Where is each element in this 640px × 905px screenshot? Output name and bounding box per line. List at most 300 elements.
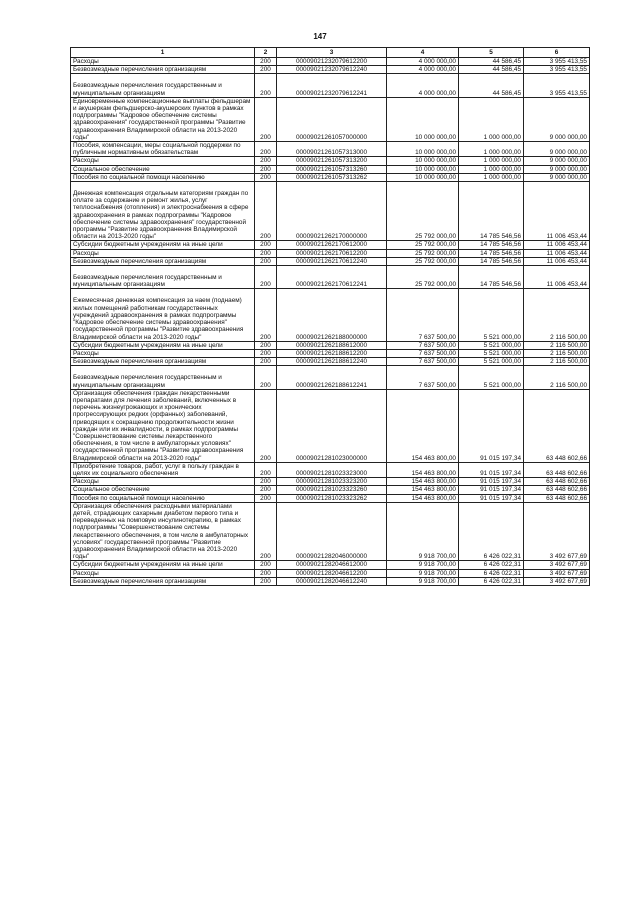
row-code-text: 200 — [260, 486, 271, 494]
table-row — [71, 358, 590, 366]
row-remainder-cell — [524, 157, 590, 165]
row-remainder-cell — [524, 502, 590, 561]
row-remainder-text: 63 448 602,66 — [546, 486, 587, 494]
row-classifier-cell — [277, 58, 387, 66]
row-executed-text: 6 426 022,31 — [483, 561, 521, 569]
row-code-cell — [255, 74, 277, 97]
row-executed-text: 14 785 546,56 — [480, 241, 521, 249]
row-remainder-text: 63 448 602,66 — [546, 478, 587, 486]
row-code-text: 200 — [260, 165, 271, 173]
row-executed-cell — [459, 182, 524, 241]
row-executed-cell — [459, 257, 524, 265]
row-classifier-cell — [277, 74, 387, 97]
table-row — [71, 289, 590, 341]
row-name-cell — [71, 241, 255, 249]
row-approved-cell — [387, 366, 459, 389]
row-name-cell — [71, 157, 255, 165]
row-executed-text: 44 586,45 — [492, 58, 521, 65]
row-approved-text: 9 918 700,00 — [418, 577, 456, 585]
row-executed-cell — [459, 389, 524, 462]
table-row — [71, 389, 590, 462]
row-remainder-text: 11 006 453,44 — [546, 249, 587, 257]
row-code-cell — [255, 349, 277, 357]
row-spacer — [73, 366, 252, 374]
row-executed-text: 1 000 000,00 — [483, 149, 521, 157]
row-code-text: 200 — [260, 561, 271, 569]
row-remainder-text: 9 000 000,00 — [549, 133, 587, 141]
row-approved-cell — [387, 494, 459, 502]
row-executed-text: 6 426 022,31 — [483, 569, 521, 577]
row-classifier-cell — [277, 349, 387, 357]
row-executed-text: 6 426 022,31 — [483, 577, 521, 585]
row-classifier-text: 00009021232079612241 — [295, 89, 368, 97]
row-remainder-text: 63 448 602,66 — [546, 469, 587, 477]
row-executed-text: 1 000 000,00 — [483, 173, 521, 181]
row-approved-text: 9 918 700,00 — [418, 561, 456, 569]
table-row — [71, 494, 590, 502]
column-header: 5 — [459, 48, 524, 58]
row-classifier-cell — [277, 478, 387, 486]
row-executed-text: 14 785 546,56 — [480, 257, 521, 265]
column-header: 4 — [387, 48, 459, 58]
row-remainder-cell — [524, 165, 590, 173]
row-code-cell — [255, 478, 277, 486]
row-name-text: Пособия, компенсации, меры социальной поддержки по публичным нормативным обязательствам — [73, 142, 241, 157]
row-executed-text: 1 000 000,00 — [483, 133, 521, 141]
row-name-text: Приобретение товаров, работ, услуг в пользу граждан в целях их социального обеспечения — [73, 462, 239, 477]
row-approved-text: 154 463 800,00 — [411, 478, 456, 486]
row-code-text: 200 — [260, 577, 271, 585]
row-code-text: 200 — [260, 281, 271, 289]
row-remainder-text: 63 448 602,66 — [546, 454, 587, 462]
row-remainder-cell — [524, 182, 590, 241]
row-classifier-text: 00009021261057313260 — [295, 165, 368, 173]
row-approved-text: 7 637 500,00 — [418, 381, 456, 389]
column-header: 2 — [255, 48, 277, 58]
row-classifier-cell — [277, 577, 387, 585]
row-approved-text: 10 000 000,00 — [415, 149, 456, 157]
row-name-text: Субсидии бюджетным учреждениям на иные цели — [73, 561, 223, 569]
table-row — [71, 341, 590, 349]
row-classifier-text: 00009021281023323000 — [295, 469, 368, 477]
row-name-cell — [71, 266, 255, 289]
row-executed-cell — [459, 165, 524, 173]
row-code-cell — [255, 366, 277, 389]
row-classifier-text: 00009021281023323260 — [295, 486, 368, 494]
row-code-text: 200 — [260, 553, 271, 561]
row-name-text: Расходы — [73, 249, 99, 257]
row-name-cell — [71, 257, 255, 265]
row-classifier-text: 00009021261057000000 — [295, 133, 368, 141]
row-approved-text: 154 463 800,00 — [411, 494, 456, 502]
table-row — [71, 74, 590, 97]
row-approved-text: 4 000 000,00 — [418, 89, 456, 97]
row-code-cell — [255, 249, 277, 257]
row-classifier-text: 00009021262188612000 — [295, 341, 368, 349]
row-name-cell — [71, 366, 255, 389]
row-approved-text: 154 463 800,00 — [411, 469, 456, 477]
row-remainder-cell — [524, 486, 590, 494]
row-code-text: 200 — [260, 358, 271, 366]
row-executed-cell — [459, 157, 524, 165]
row-remainder-cell — [524, 173, 590, 181]
row-remainder-cell — [524, 266, 590, 289]
row-name-text: Безвозмездные перечисления государственным и муниципальным организациям — [73, 274, 222, 289]
row-remainder-text: 3 955 413,55 — [549, 66, 587, 74]
row-classifier-cell — [277, 257, 387, 265]
row-approved-text: 154 463 800,00 — [411, 454, 456, 462]
table-row — [71, 478, 590, 486]
row-executed-cell — [459, 289, 524, 341]
row-remainder-text: 9 000 000,00 — [549, 149, 587, 157]
table-row — [71, 157, 590, 165]
row-approved-cell — [387, 142, 459, 157]
row-executed-text: 5 521 000,00 — [483, 381, 521, 389]
row-classifier-cell — [277, 561, 387, 569]
row-executed-text: 14 785 546,56 — [480, 249, 521, 257]
row-classifier-text: 00009021262188000000 — [295, 333, 368, 341]
row-executed-text: 5 521 000,00 — [483, 333, 521, 341]
row-executed-cell — [459, 502, 524, 561]
row-remainder-text: 9 000 000,00 — [549, 173, 587, 181]
row-remainder-text: 9 000 000,00 — [549, 157, 587, 165]
row-remainder-text: 11 006 453,44 — [546, 241, 587, 249]
table-row — [71, 241, 590, 249]
row-executed-cell — [459, 462, 524, 477]
table-row — [71, 173, 590, 181]
row-name-cell — [71, 502, 255, 561]
table-header-row — [71, 48, 590, 58]
row-code-text: 200 — [260, 66, 271, 74]
table-row — [71, 97, 590, 141]
row-name-text: Организация обеспечения граждан лекарственными препаратами для лечения заболеваний, включенных в перечень жизнеугрожающих и хронических прогрессирующих редких (орфанных) заболеваний, приводящих к сокращению продолжительности жизни граждан или их инвалидности, в рамках подпрограммы "Совершенствование системы лекарственного обеспечения, в том числе в амбулаторных условиях" государственной программы "Развитие здравоохранения Владимирской области на 2013-2020 годы" — [73, 389, 244, 462]
row-approved-cell — [387, 241, 459, 249]
row-approved-text: 25 792 000,00 — [415, 249, 456, 257]
table-row — [71, 486, 590, 494]
row-approved-text: 25 792 000,00 — [415, 233, 456, 241]
row-approved-text: 4 000 000,00 — [418, 58, 456, 65]
row-classifier-text: 00009021262170612241 — [295, 281, 368, 289]
row-approved-text: 154 463 800,00 — [411, 486, 456, 494]
row-name-cell — [71, 486, 255, 494]
row-code-cell — [255, 97, 277, 141]
row-code-text: 200 — [260, 478, 271, 486]
row-classifier-cell — [277, 569, 387, 577]
row-name-text: Безвозмездные перечисления государственным и муниципальным организациям — [73, 82, 222, 97]
row-executed-text: 91 015 197,34 — [480, 486, 521, 494]
row-remainder-cell — [524, 478, 590, 486]
row-code-cell — [255, 389, 277, 462]
row-executed-text: 5 521 000,00 — [483, 341, 521, 349]
row-approved-text: 10 000 000,00 — [415, 157, 456, 165]
row-name-cell — [71, 173, 255, 181]
row-code-cell — [255, 182, 277, 241]
row-approved-cell — [387, 173, 459, 181]
row-executed-cell — [459, 249, 524, 257]
row-name-text: Расходы — [73, 349, 99, 357]
row-name-text: Расходы — [73, 58, 99, 65]
row-code-cell — [255, 266, 277, 289]
row-classifier-cell — [277, 249, 387, 257]
row-name-cell — [71, 349, 255, 357]
table-row — [71, 257, 590, 265]
row-remainder-cell — [524, 366, 590, 389]
row-code-text: 200 — [260, 341, 271, 349]
row-code-text: 200 — [260, 149, 271, 157]
row-executed-text: 14 785 546,56 — [480, 233, 521, 241]
row-approved-cell — [387, 462, 459, 477]
row-name-cell — [71, 289, 255, 341]
row-remainder-text: 3 492 677,69 — [549, 569, 587, 577]
row-classifier-cell — [277, 341, 387, 349]
row-approved-text: 25 792 000,00 — [415, 241, 456, 249]
column-header: 3 — [277, 48, 387, 58]
row-code-text: 200 — [260, 157, 271, 165]
row-executed-text: 6 426 022,31 — [483, 553, 521, 561]
row-code-text: 200 — [260, 333, 271, 341]
row-name-cell — [71, 494, 255, 502]
row-remainder-text: 11 006 453,44 — [546, 233, 587, 241]
row-remainder-text: 2 116 500,00 — [550, 349, 587, 357]
row-name-cell — [71, 249, 255, 257]
row-executed-text: 44 586,45 — [492, 66, 521, 74]
row-code-cell — [255, 241, 277, 249]
row-code-cell — [255, 569, 277, 577]
row-executed-text: 1 000 000,00 — [483, 165, 521, 173]
row-approved-cell — [387, 289, 459, 341]
row-remainder-cell — [524, 241, 590, 249]
row-classifier-text: 00009021281023000000 — [295, 454, 368, 462]
row-remainder-cell — [524, 569, 590, 577]
row-code-text: 200 — [260, 173, 271, 181]
row-code-text: 200 — [260, 469, 271, 477]
row-name-cell — [71, 66, 255, 74]
row-name-text: Социальное обеспечение — [73, 165, 150, 173]
row-classifier-cell — [277, 266, 387, 289]
table-row — [71, 249, 590, 257]
row-remainder-cell — [524, 494, 590, 502]
table-row — [71, 366, 590, 389]
row-classifier-text: 00009021262170000000 — [295, 233, 368, 241]
row-name-text: Пособия по социальной помощи населению — [73, 494, 205, 502]
row-name-cell — [71, 569, 255, 577]
row-code-text: 200 — [260, 257, 271, 265]
row-approved-cell — [387, 341, 459, 349]
row-name-cell — [71, 74, 255, 97]
row-executed-text: 1 000 000,00 — [483, 157, 521, 165]
row-code-cell — [255, 577, 277, 585]
row-remainder-text: 2 116 500,00 — [550, 333, 587, 341]
row-name-text: Организация обеспечения расходными материалами детей, страдающих сахарным диабетом первого типа и переведенных на помповую инсулинотерапию, в рамках подпрограммы "Совершенствование системы лекарственного обеспечения, в том числе в амбулаторных условиях" государственной программы "Развитие здравоохранения Владимирской области на 2013-2020 годы" — [73, 502, 249, 561]
row-approved-text: 4 000 000,00 — [418, 66, 456, 74]
row-approved-cell — [387, 561, 459, 569]
row-code-cell — [255, 486, 277, 494]
row-spacer — [73, 182, 252, 190]
row-approved-text: 10 000 000,00 — [415, 165, 456, 173]
row-executed-cell — [459, 561, 524, 569]
row-executed-text: 44 586,45 — [492, 89, 521, 97]
row-name-text: Субсидии бюджетным учреждениям на иные цели — [73, 341, 223, 349]
row-name-text: Расходы — [73, 157, 99, 165]
row-approved-cell — [387, 58, 459, 66]
row-name-cell — [71, 478, 255, 486]
row-executed-cell — [459, 358, 524, 366]
row-name-cell — [71, 561, 255, 569]
row-approved-cell — [387, 478, 459, 486]
row-remainder-text: 11 006 453,44 — [546, 257, 587, 265]
row-classifier-text: 00009021262170612000 — [295, 241, 368, 249]
row-classifier-cell — [277, 462, 387, 477]
table-row — [71, 502, 590, 561]
row-name-text: Безвозмездные перечисления организациям — [73, 358, 207, 366]
row-name-text: Единовременные компенсационные выплаты фельдшерам и акушеркам фельдшерско-акушерских пунктов в рамках подпрограммы "Кадровое обеспечение системы здравоохранения" государственной программы "Развитие здравоохранения Владимирской области на 2013-2020 годы" — [73, 97, 251, 141]
row-approved-cell — [387, 358, 459, 366]
row-name-cell — [71, 97, 255, 141]
row-classifier-text: 00009021262170612200 — [295, 249, 368, 257]
row-classifier-cell — [277, 142, 387, 157]
row-remainder-cell — [524, 561, 590, 569]
row-classifier-cell — [277, 494, 387, 502]
row-approved-text: 25 792 000,00 — [415, 257, 456, 265]
row-code-cell — [255, 165, 277, 173]
row-classifier-text: 00009021261057313200 — [295, 157, 368, 165]
row-code-cell — [255, 341, 277, 349]
row-approved-text: 10 000 000,00 — [415, 133, 456, 141]
row-remainder-cell — [524, 349, 590, 357]
row-remainder-cell — [524, 74, 590, 97]
row-executed-text: 91 015 197,34 — [480, 478, 521, 486]
row-classifier-text: 00009021282046000000 — [295, 553, 368, 561]
row-code-text: 200 — [260, 133, 271, 141]
row-executed-cell — [459, 366, 524, 389]
row-code-cell — [255, 157, 277, 165]
row-classifier-text: 00009021232079612240 — [295, 66, 368, 74]
row-code-cell — [255, 257, 277, 265]
row-remainder-cell — [524, 341, 590, 349]
row-approved-cell — [387, 266, 459, 289]
row-approved-cell — [387, 257, 459, 265]
row-executed-cell — [459, 74, 524, 97]
row-approved-cell — [387, 389, 459, 462]
row-classifier-cell — [277, 165, 387, 173]
row-code-text: 200 — [260, 349, 271, 357]
row-executed-cell — [459, 266, 524, 289]
row-classifier-text: 00009021261057313262 — [295, 173, 368, 181]
row-executed-text: 14 785 546,56 — [480, 281, 521, 289]
row-executed-cell — [459, 494, 524, 502]
row-remainder-text: 3 955 413,55 — [549, 58, 587, 65]
row-spacer — [73, 74, 252, 82]
table-row — [71, 142, 590, 157]
row-classifier-cell — [277, 241, 387, 249]
row-classifier-cell — [277, 66, 387, 74]
row-executed-text: 5 521 000,00 — [483, 349, 521, 357]
table-row — [71, 561, 590, 569]
row-code-text: 200 — [260, 58, 271, 65]
row-remainder-cell — [524, 289, 590, 341]
row-code-text: 200 — [260, 569, 271, 577]
row-approved-text: 7 637 500,00 — [418, 349, 456, 357]
row-name-cell — [71, 341, 255, 349]
row-name-cell — [71, 358, 255, 366]
row-remainder-cell — [524, 462, 590, 477]
row-classifier-text: 00009021262188612200 — [295, 349, 368, 357]
table-row — [71, 569, 590, 577]
row-classifier-cell — [277, 97, 387, 141]
row-approved-cell — [387, 349, 459, 357]
row-classifier-text: 00009021281023323262 — [295, 494, 368, 502]
row-code-cell — [255, 142, 277, 157]
row-code-cell — [255, 561, 277, 569]
row-remainder-text: 11 006 453,44 — [546, 281, 587, 289]
row-name-cell — [71, 462, 255, 477]
row-remainder-cell — [524, 58, 590, 66]
row-spacer — [73, 266, 252, 274]
row-name-text: Расходы — [73, 478, 99, 486]
row-approved-cell — [387, 502, 459, 561]
row-name-cell — [71, 577, 255, 585]
table-row — [71, 58, 590, 66]
row-remainder-cell — [524, 257, 590, 265]
row-classifier-cell — [277, 157, 387, 165]
row-remainder-text: 2 116 500,00 — [550, 341, 587, 349]
row-code-cell — [255, 462, 277, 477]
row-name-cell — [71, 182, 255, 241]
row-remainder-text: 3 492 677,69 — [549, 561, 587, 569]
table-row — [71, 577, 590, 585]
row-executed-cell — [459, 569, 524, 577]
row-approved-cell — [387, 569, 459, 577]
row-approved-cell — [387, 74, 459, 97]
row-name-cell — [71, 142, 255, 157]
row-approved-cell — [387, 182, 459, 241]
table-row — [71, 66, 590, 74]
row-name-text: Безвозмездные перечисления организациям — [73, 577, 207, 585]
row-executed-text: 91 015 197,34 — [480, 494, 521, 502]
row-classifier-text: 00009021261057313000 — [295, 149, 368, 157]
row-classifier-cell — [277, 289, 387, 341]
row-approved-text: 25 792 000,00 — [415, 281, 456, 289]
row-classifier-cell — [277, 486, 387, 494]
row-executed-cell — [459, 142, 524, 157]
row-remainder-text: 3 955 413,55 — [549, 89, 587, 97]
row-classifier-cell — [277, 173, 387, 181]
row-code-cell — [255, 494, 277, 502]
row-executed-cell — [459, 173, 524, 181]
row-name-text: Социальное обеспечение — [73, 486, 150, 494]
row-executed-cell — [459, 349, 524, 357]
row-code-text: 200 — [260, 454, 271, 462]
row-name-cell — [71, 58, 255, 66]
row-approved-text: 9 918 700,00 — [418, 569, 456, 577]
table-row — [71, 165, 590, 173]
column-header: 6 — [524, 48, 590, 58]
row-approved-text: 9 918 700,00 — [418, 553, 456, 561]
row-approved-cell — [387, 97, 459, 141]
row-remainder-cell — [524, 142, 590, 157]
row-executed-cell — [459, 577, 524, 585]
row-classifier-text: 00009021282046612240 — [295, 577, 368, 585]
row-remainder-text: 2 116 500,00 — [550, 381, 587, 389]
row-classifier-cell — [277, 358, 387, 366]
row-code-cell — [255, 289, 277, 341]
row-remainder-text: 3 492 677,69 — [549, 577, 587, 585]
row-code-text: 200 — [260, 381, 271, 389]
row-classifier-text: 00009021262188612241 — [295, 381, 368, 389]
row-remainder-cell — [524, 389, 590, 462]
table-row — [71, 266, 590, 289]
row-name-text: Ежемесячная денежная компенсация за наем (поднаем) жилых помещений работникам государственных учреждений здравоохранения в рамках подпрограммы "Кадровое обеспечение системы здравоохранения" государственной программы "Развитие здравоохранения Владимирской области на 2013-2020 годы" — [73, 297, 244, 341]
